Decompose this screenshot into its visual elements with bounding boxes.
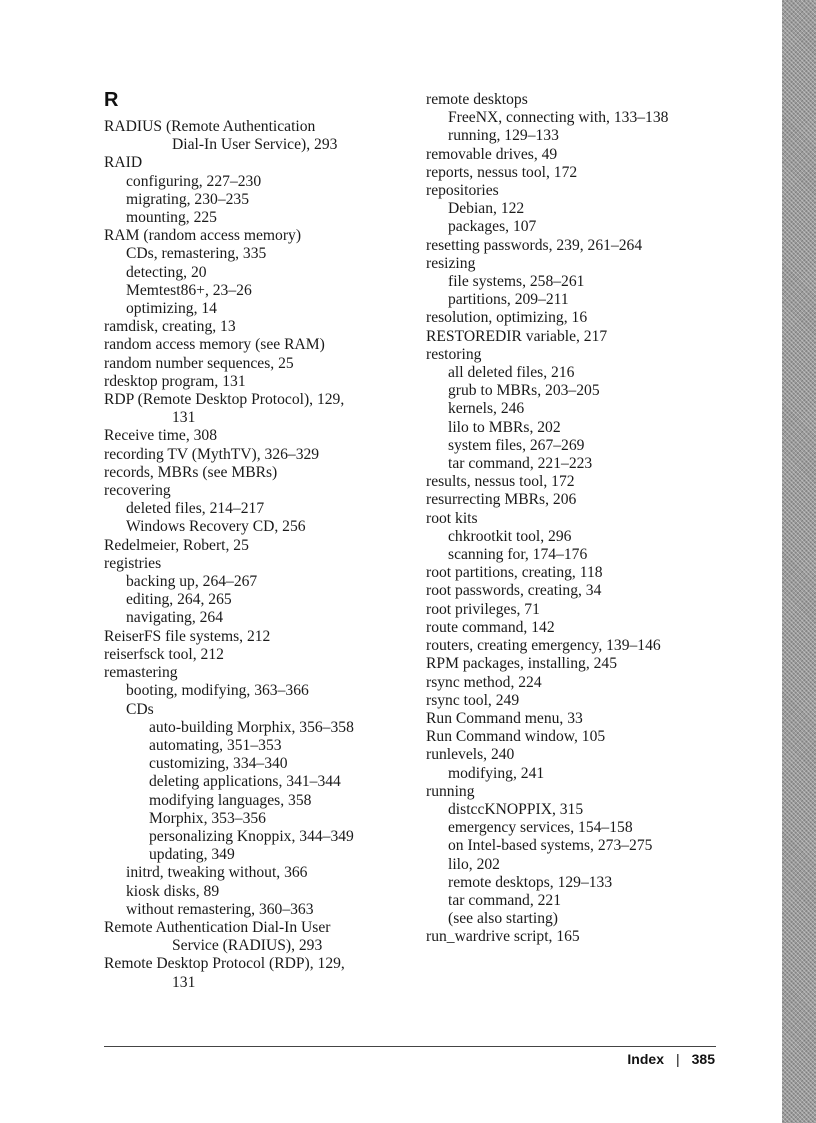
index-subentry: tar command, 221–223 xyxy=(448,455,593,473)
index-entry: reports, nessus tool, 172 xyxy=(426,163,578,181)
index-subentry: packages, 107 xyxy=(448,218,537,236)
index-entry: Run Command window, 105 xyxy=(426,728,606,746)
index-entry-continuation: 131 xyxy=(172,409,196,427)
index-entry: rdesktop program, 131 xyxy=(104,372,246,390)
index-subentry: distccKNOPPIX, 315 xyxy=(448,800,584,818)
index-entry: rsync tool, 249 xyxy=(426,691,520,709)
index-subentry: initrd, tweaking without, 366 xyxy=(126,864,308,882)
index-subentry: automating, 351–353 xyxy=(149,736,282,754)
index-subentry: editing, 264, 265 xyxy=(126,591,232,609)
index-subentry: Debian, 122 xyxy=(448,200,525,218)
index-subentry: tar command, 221 xyxy=(448,891,562,909)
index-entry: remastering xyxy=(104,664,178,682)
index-subentry: remote desktops, 129–133 xyxy=(448,873,613,891)
index-subentry: deleting applications, 341–344 xyxy=(149,773,341,791)
index-entry: RAM (random access memory) xyxy=(104,227,302,245)
index-subentry: Morphix, 353–356 xyxy=(149,809,266,827)
index-subentry: CDs xyxy=(126,700,154,718)
index-entry: running xyxy=(426,782,475,800)
index-subentry: booting, modifying, 363–366 xyxy=(126,682,309,700)
index-subentry: personalizing Knoppix, 344–349 xyxy=(149,827,354,845)
index-subentry: navigating, 264 xyxy=(126,609,224,627)
index-subentry: file systems, 258–261 xyxy=(448,273,585,291)
index-entry: Run Command menu, 33 xyxy=(426,709,583,727)
index-entry: Redelmeier, Robert, 25 xyxy=(104,536,249,554)
index-subentry: mounting, 225 xyxy=(126,209,217,227)
page-footer xyxy=(627,1050,715,1068)
index-entry-continuation: 131 xyxy=(172,973,196,991)
index-subentry: auto-building Morphix, 356–358 xyxy=(149,718,354,736)
index-entry: registries xyxy=(104,554,162,572)
index-subentry: grub to MBRs, 203–205 xyxy=(448,382,600,400)
index-entry: remote desktops xyxy=(426,91,528,108)
footer-label: Index xyxy=(627,1051,664,1067)
index-entry: root passwords, creating, 34 xyxy=(426,582,602,600)
index-subentry: FreeNX, connecting with, 133–138 xyxy=(448,109,669,127)
index-entry: recovering xyxy=(104,482,171,500)
index-entry: root kits xyxy=(426,509,478,527)
index-entry: rsync method, 224 xyxy=(426,673,542,691)
index-entry: RAID xyxy=(104,154,143,172)
index-entry: Remote Authentication Dial-In User xyxy=(104,918,331,936)
footer-separator: | xyxy=(676,1051,680,1067)
index-subentry: backing up, 264–267 xyxy=(126,573,258,591)
index-subentry: all deleted files, 216 xyxy=(448,364,575,382)
index-entry-continuation: Dial-In User Service), 293 xyxy=(172,136,338,154)
index-entry: route command, 142 xyxy=(426,618,555,636)
index-subentry: lilo to MBRs, 202 xyxy=(448,418,561,436)
index-entry: random number sequences, 25 xyxy=(104,354,294,372)
index-subentry: emergency services, 154–158 xyxy=(448,819,633,837)
index-subentry: kernels, 246 xyxy=(448,400,525,418)
index-subentry: modifying languages, 358 xyxy=(149,791,312,809)
index-entry: resurrecting MBRs, 206 xyxy=(426,491,577,509)
index-entry: root partitions, creating, 118 xyxy=(426,564,603,582)
index-subentry: deleted files, 214–217 xyxy=(126,500,265,518)
index-entry: RESTOREDIR variable, 217 xyxy=(426,327,608,345)
index-entry: restoring xyxy=(426,345,482,363)
index-entry: results, nessus tool, 172 xyxy=(426,473,575,491)
index-entry: Remote Desktop Protocol (RDP), 129, xyxy=(104,955,345,973)
index-subentry: configuring, 227–230 xyxy=(126,172,262,190)
index-entry: random access memory (see RAM) xyxy=(104,336,325,354)
index-subentry: scanning for, 174–176 xyxy=(448,546,588,564)
index-subentry: customizing, 334–340 xyxy=(149,755,288,773)
section-letter: R xyxy=(104,89,119,111)
index-entry: RPM packages, installing, 245 xyxy=(426,655,618,673)
index-entry: RDP (Remote Desktop Protocol), 129, xyxy=(104,391,345,409)
index-entry: resizing xyxy=(426,254,476,272)
index-entry: RADIUS (Remote Authentication xyxy=(104,118,316,135)
index-subentry: Windows Recovery CD, 256 xyxy=(126,518,306,536)
index-subentry: optimizing, 14 xyxy=(126,300,217,318)
index-entry: runlevels, 240 xyxy=(426,746,515,764)
index-entry: ReiserFS file systems, 212 xyxy=(104,627,271,645)
index-subentry: CDs, remastering, 335 xyxy=(126,245,267,263)
index-entry: routers, creating emergency, 139–146 xyxy=(426,637,661,655)
index-subentry: system files, 267–269 xyxy=(448,436,585,454)
index-subentry: partitions, 209–211 xyxy=(448,291,569,309)
index-entry: resolution, optimizing, 16 xyxy=(426,309,588,327)
index-subentry: lilo, 202 xyxy=(448,855,500,873)
index-subentry: migrating, 230–235 xyxy=(126,190,250,208)
index-entry-continuation: Service (RADIUS), 293 xyxy=(172,937,323,955)
index-entry: recording TV (MythTV), 326–329 xyxy=(104,445,320,463)
index-subentry: kiosk disks, 89 xyxy=(126,882,220,900)
index-entry: root privileges, 71 xyxy=(426,600,540,618)
page-number: 385 xyxy=(691,1051,715,1067)
index-subentry: modifying, 241 xyxy=(448,764,545,782)
index-entry: records, MBRs (see MBRs) xyxy=(104,463,278,481)
index-entry: reiserfsck tool, 212 xyxy=(104,645,224,663)
index-subentry: on Intel-based systems, 273–275 xyxy=(448,837,653,855)
index-entry: Receive time, 308 xyxy=(104,427,218,445)
index-subentry: running, 129–133 xyxy=(448,127,559,145)
index-column-left xyxy=(104,118,404,992)
index-column-right xyxy=(426,91,766,947)
index-entry: removable drives, 49 xyxy=(426,145,558,163)
index-entry: ramdisk, creating, 13 xyxy=(104,318,236,336)
index-subentry: updating, 349 xyxy=(149,846,235,864)
index-subentry: without remastering, 360–363 xyxy=(126,900,314,918)
index-entry: repositories xyxy=(426,182,499,200)
index-subentry: (see also starting) xyxy=(448,910,558,928)
thumb-tab xyxy=(782,0,816,1123)
index-entry: resetting passwords, 239, 261–264 xyxy=(426,236,643,254)
index-subentry: chkrootkit tool, 296 xyxy=(448,527,572,545)
footer-rule xyxy=(104,1046,716,1047)
index-subentry: detecting, 20 xyxy=(126,263,207,281)
index-subentry: Memtest86+, 23–26 xyxy=(126,281,252,299)
index-entry: run_wardrive script, 165 xyxy=(426,928,580,946)
